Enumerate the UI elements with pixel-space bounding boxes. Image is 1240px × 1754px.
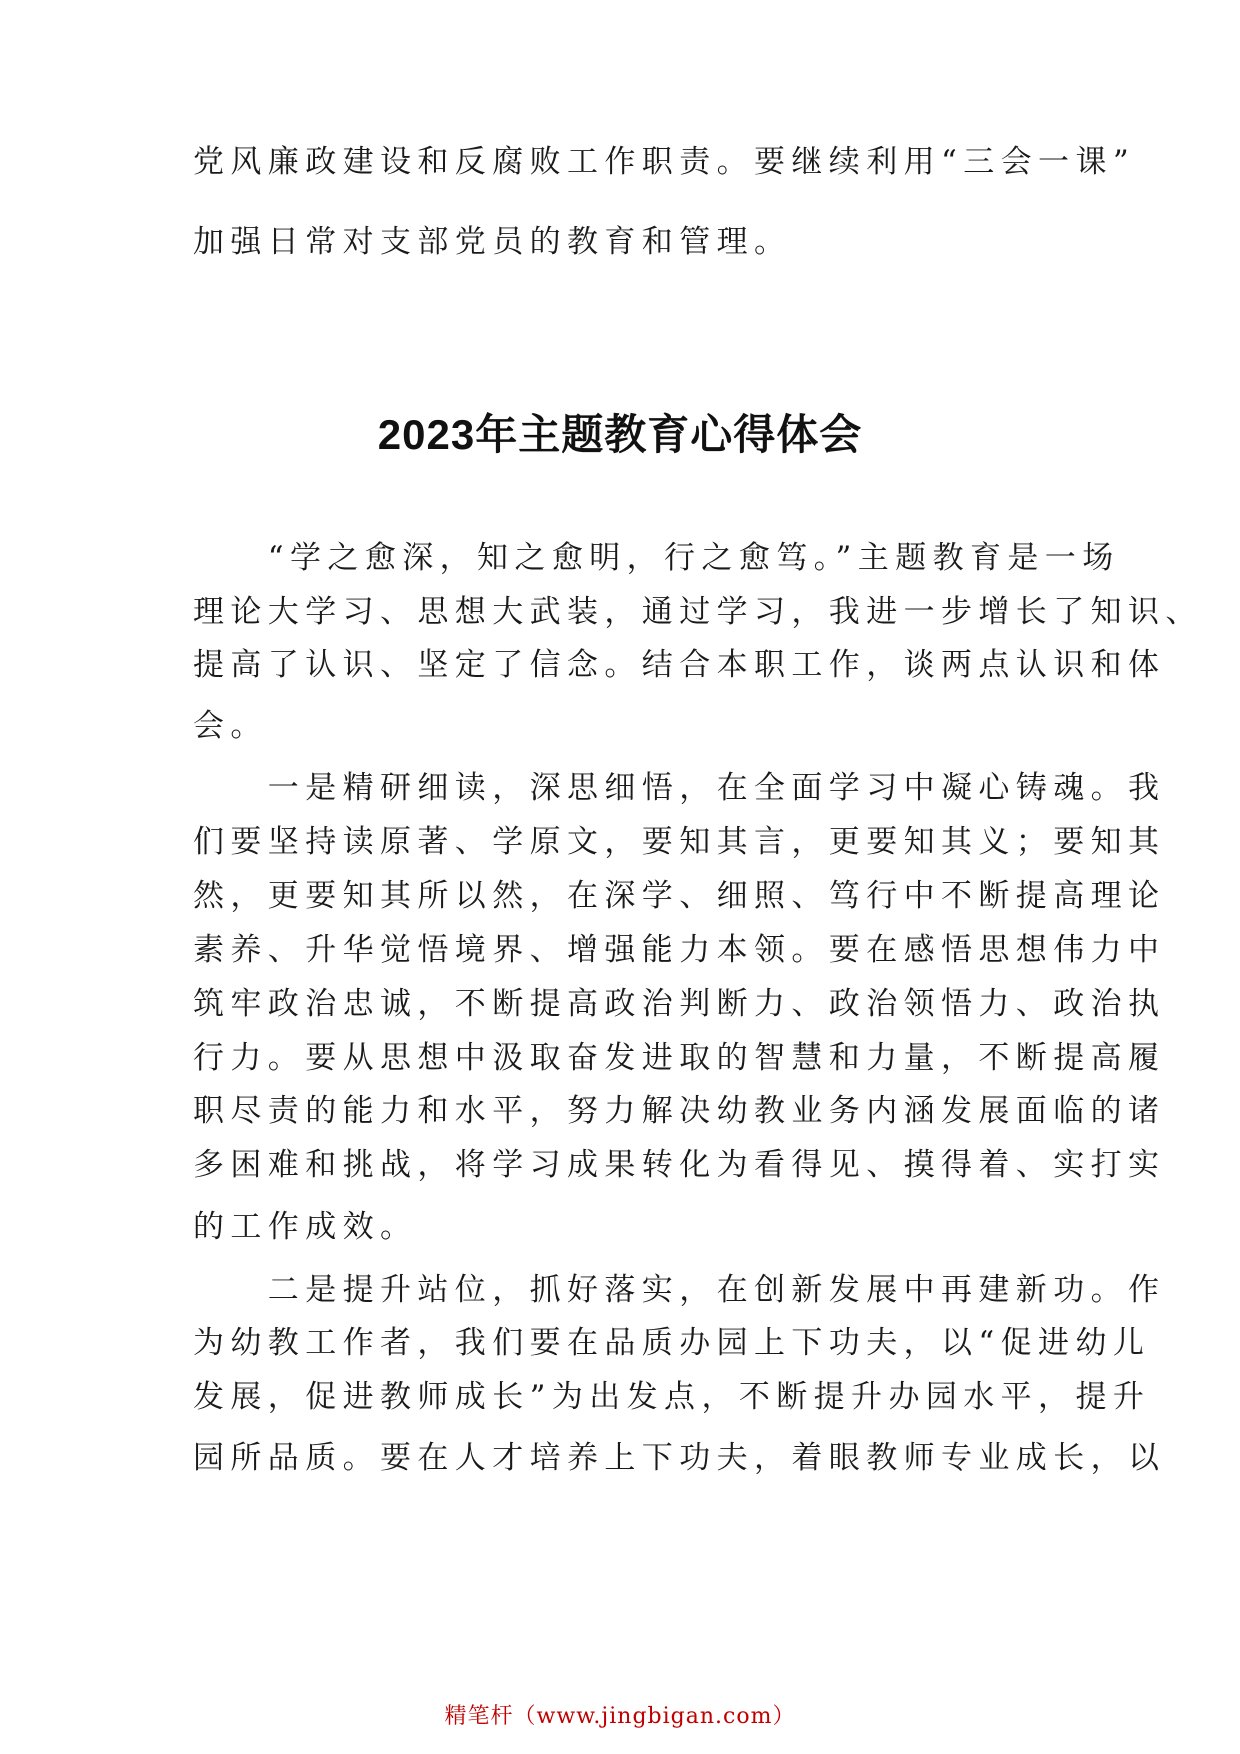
paragraph-line: 会。 — [193, 708, 268, 744]
paragraph-line: 素养、升华觉悟境界、增强能力本领。要在感悟思想伟力中 — [193, 932, 1166, 968]
paragraph-line: 筑牢政治忠诚，不断提高政治判断力、政治领悟力、政治执 — [193, 986, 1166, 1022]
paragraph-line: 职尽责的能力和水平，努力解决幼教业务内涵发展面临的诸 — [193, 1093, 1166, 1129]
paragraph-line: 二是提升站位，抓好落实，在创新发展中再建新功。作 — [193, 1272, 1166, 1308]
paragraph-line: 发展，促进教师成长”为出发点，不断提升办园水平，提升 — [193, 1379, 1151, 1415]
paragraph-line: 党风廉政建设和反腐败工作职责。要继续利用“三会一课” — [193, 144, 1136, 180]
paragraph-line: 的工作成效。 — [193, 1209, 418, 1245]
document-title: 2023年主题教育心得体会 — [377, 411, 863, 458]
paragraph-line: 们要坚持读原著、学原文，要知其言，更要知其义；要知其 — [193, 824, 1166, 860]
paragraph-line: 加强日常对支部党员的教育和管理。 — [193, 224, 792, 260]
paragraph-line: 多困难和挑战，将学习成果转化为看得见、摸得着、实打实 — [193, 1147, 1166, 1183]
paragraph-line: “学之愈深，知之愈明，行之愈笃。”主题教育是一场 — [193, 540, 1120, 576]
paragraph-line: 一是精研细读，深思细悟，在全面学习中凝心铸魂。我 — [193, 770, 1166, 806]
paragraph-line: 提高了认识、坚定了信念。结合本职工作，谈两点认识和体 — [193, 647, 1166, 683]
paragraph-line: 然，更要知其所以然，在深学、细照、笃行中不断提高理论 — [193, 878, 1166, 914]
footer-watermark-link[interactable]: 精笔杆（www.jingbigan.com） — [444, 1704, 796, 1729]
paragraph-line: 为幼教工作者，我们要在品质办园上下功夫，以“促进幼儿 — [193, 1325, 1151, 1361]
paragraph-line: 园所品质。要在人才培养上下功夫，着眼教师专业成长，以 — [193, 1440, 1166, 1476]
paragraph-line: 行力。要从思想中汲取奋发进取的智慧和力量，不断提高履 — [193, 1040, 1166, 1076]
paragraph-line: 理论大学习、思想大武装，通过学习，我进一步增长了知识、 — [193, 594, 1203, 630]
